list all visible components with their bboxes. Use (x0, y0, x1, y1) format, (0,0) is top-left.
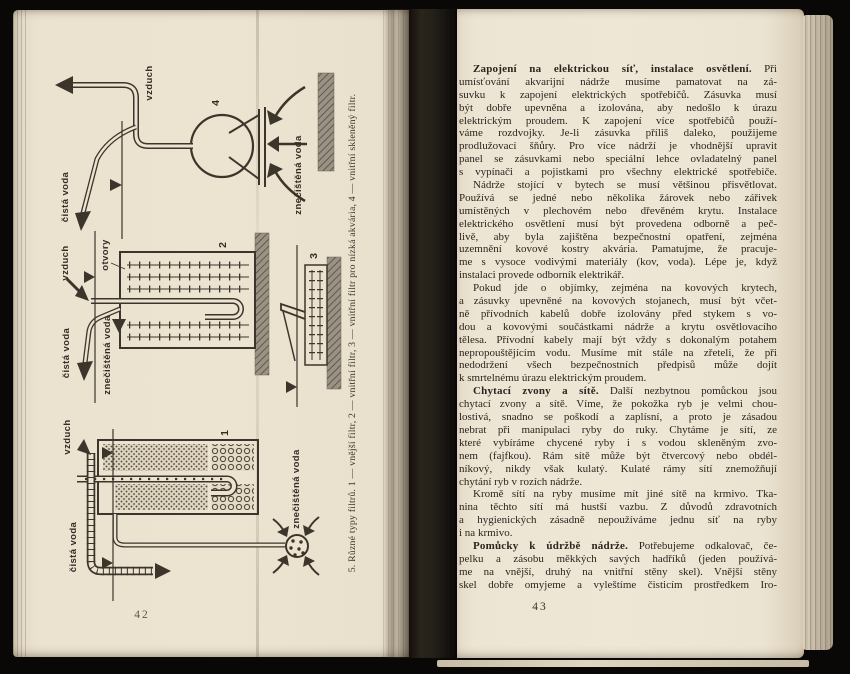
text-line: a hygienických zásadně nepoužíváme jednu síť na ryby (459, 514, 777, 527)
label-clean-water: čistá voda (60, 171, 71, 223)
intake-tube (115, 514, 285, 545)
figure-number-3: 3 (308, 253, 320, 259)
label-dirty-water: znečištěná voda (291, 449, 302, 529)
strainer-ball (286, 535, 308, 557)
text-line: suvku k zapojení elektrických spotřebičů. Zásuvka musí (459, 88, 777, 101)
text-line: instalaci provede odborník elektrikář. (459, 269, 624, 282)
text-line: panel se zásuvkami nebo speciální lehce ovladatelný panel (459, 153, 777, 166)
label-air: vzduch (60, 245, 71, 281)
paragraph (459, 488, 777, 540)
page-fore-edge (803, 15, 833, 650)
filters-figure (35, 55, 365, 630)
dirty-water-arrow (267, 110, 283, 125)
filter-media-fine (115, 484, 208, 510)
figure-caption: 5. Různé typy filtrů. 1 — vnější filtr, 2 — vnitřní filtr, 3 — vnitřní filtr pro nízká akvária, 4 — vnitřní skleněný filtr. (347, 93, 358, 573)
label-air: vzduch (144, 65, 155, 101)
text-line: me s vysoce vodivými materiály (kov, voda). Lépe je, když (459, 256, 777, 269)
wall-hatch-bar (327, 257, 341, 389)
figure-number-4: 4 (210, 100, 222, 106)
filter-2-internal-diagram (60, 231, 269, 403)
dirty-water-arrow (277, 526, 289, 537)
text-line: Kromě sítí na ryby musíme mít jiné sítě na krmivo. Tka- (473, 488, 777, 501)
text-line: lostivá, snadno se poškodí a zaplísní, a proto je zásadou (459, 411, 777, 424)
label-clean-water: čistá voda (68, 521, 79, 573)
clean-water-arrow (77, 361, 93, 381)
paragraph (459, 63, 777, 179)
text-line: prodlužovací šňůry. Pro více nádrží je vhodnější upravit (459, 140, 777, 153)
text-line: a zásuvky upevněné na kovových stojanech, musí být včet- (459, 295, 777, 308)
paragraph (459, 179, 777, 282)
text-line: tělesa. Přívodní kabely mají být vždy s dokonalým potahem (459, 333, 777, 346)
lead-bold: Chytací zvony a sítě. (473, 385, 599, 398)
book-gutter (383, 9, 459, 658)
text-line: níkový, nikdy však kulatý. Kulaté rámy sítí znemožňují (459, 462, 777, 475)
air-out-arrow (55, 76, 73, 94)
text-line: být dobře upevněna a izolována, aby nedošlo k úrazu (459, 101, 777, 114)
text-line: Chytací zvony a sítě. Další nezbytnou pomůckou jsou (473, 385, 777, 398)
filter-1-external-diagram (62, 419, 319, 601)
text-line: skel dobře omyjeme a vyleštíme čisticím prostředkem Iro- (459, 578, 777, 591)
text-line: livě, aby byla zajištěna bezpečnostní opatření, zejména (459, 230, 777, 243)
text-line: umístěných v plechovém nebo dřevěném krytu. Instalace (459, 204, 777, 217)
text-line (459, 63, 777, 76)
paragraph (459, 282, 777, 385)
page-bottom-edge (437, 660, 809, 667)
label-clean-water: čistá voda (61, 327, 72, 379)
paragraph (459, 540, 777, 592)
filters-figure-svg (35, 55, 365, 630)
text-line: nepropouštějícím vodu. Musíme mít stále na zřeteli, že při (459, 346, 777, 359)
label-openings: otvory (100, 239, 111, 271)
page-number-43: 43 (532, 601, 548, 613)
page-number-42: 42 (134, 609, 150, 621)
label-air: vzduch (62, 419, 73, 455)
body-text-column (459, 63, 777, 592)
text-line: k smrtelnému úrazu elektrickým proudem. (459, 372, 647, 385)
text-line: nedodržení všech bezpečnostních předpisů může dojít (459, 359, 777, 372)
lead-bold: Zapojení na elektrickou síť, instalace osvětlení. (473, 63, 752, 75)
water-level-marker (110, 179, 122, 191)
text-line: me na vnější, druhý na vnitřní stěny skel). Vnější stěny (459, 565, 777, 578)
dirty-water-arrow (267, 163, 283, 178)
text-line: chytání ryb v rozích nádrže. (459, 475, 583, 488)
text-line: umísťování akvarijní nádrže musíme pamatovat na zá- (459, 75, 777, 88)
air-in-arrow (77, 439, 91, 455)
text-line: uzemnění kovové kostry akvária. Pamatujme, že pracuje- (459, 243, 777, 256)
text-line: elektrickým proudem. K zapojení více spotřebičů použí- (459, 114, 777, 127)
figure-number-2: 2 (217, 242, 229, 248)
text-line: chytací zvony a sítě. Víme, že pokožka ryb je velmi chou- (459, 398, 777, 411)
clean-water-arrow (75, 211, 91, 231)
text-line: váme rozdvojky. Je-li zásuvka příliš daleko, použijeme (459, 127, 777, 140)
wall-hatch-bar (255, 233, 269, 375)
label-dirty-water: znečištěná voda (293, 135, 304, 215)
water-level-marker (286, 381, 297, 393)
line-text: Při (751, 63, 777, 75)
paragraph (459, 385, 777, 488)
filter-3-low-aquarium-diagram (281, 245, 341, 407)
water-level-marker (84, 271, 95, 283)
text-line: ně přívodních kabelů dobře izolovány před stykem s vo- (459, 307, 777, 320)
filter-media-coarse (211, 444, 254, 471)
text-line: Používá se jedné nebo několika žárovek nebo zářivek (459, 191, 777, 204)
text-line: dou a kovovými součástkami nádrže a krytu osvětlovacího (459, 320, 777, 333)
text-line: i na krmivo. (459, 527, 513, 540)
filter-media-fine (103, 444, 208, 471)
text-line: s vypínači a pojistkami pro všechny elektrické spotřebiče. (459, 166, 777, 179)
clean-water-arrow (155, 563, 171, 579)
text-line: Nádrže stojící v bytech se musí většinou přisvětlovat. (473, 179, 777, 192)
text-line: elektrického osvětlení musí být provedena odborně a peč- (459, 217, 777, 230)
text-line: nem (fajfkou). Rám sítě může být čtvercový nebo obdél- (459, 449, 777, 462)
text-line: Pokud jde o objímky, zejména na kovových krytech, (473, 282, 777, 295)
filter-box (305, 265, 327, 365)
left-page-edge (13, 10, 28, 657)
label-dirty-water: znečištěná voda (102, 315, 113, 395)
dirty-water-arrow (267, 136, 279, 152)
filter-4-internal-glass-diagram (55, 65, 334, 239)
text-line: které vybíráme chycené ryby i s vodou skleněným zvo- (459, 436, 777, 449)
lead-bold: Pomůcky k údržbě nádrže. (473, 539, 629, 552)
text-line: Pomůcky k údržbě nádrže. Potřebujeme odkalovač, če- (473, 539, 777, 552)
dirty-water-marker (112, 319, 126, 333)
text-line: nina těchto sítí má hustší vazbu. Z důvodů zdravotních (459, 501, 777, 514)
text-line: pelku a zásobu měkkých savých hadříků (jeden používá- (459, 552, 777, 565)
glass-bulb (191, 115, 253, 177)
wall-hatch-bar (318, 73, 334, 171)
airlift-tube (91, 301, 241, 317)
text-line: nebrat při manipulaci ryby do ruky. Chytáme je sítí, ze (459, 423, 777, 436)
figure-number-1: 1 (219, 430, 231, 436)
dirty-water-arrow (277, 555, 289, 566)
